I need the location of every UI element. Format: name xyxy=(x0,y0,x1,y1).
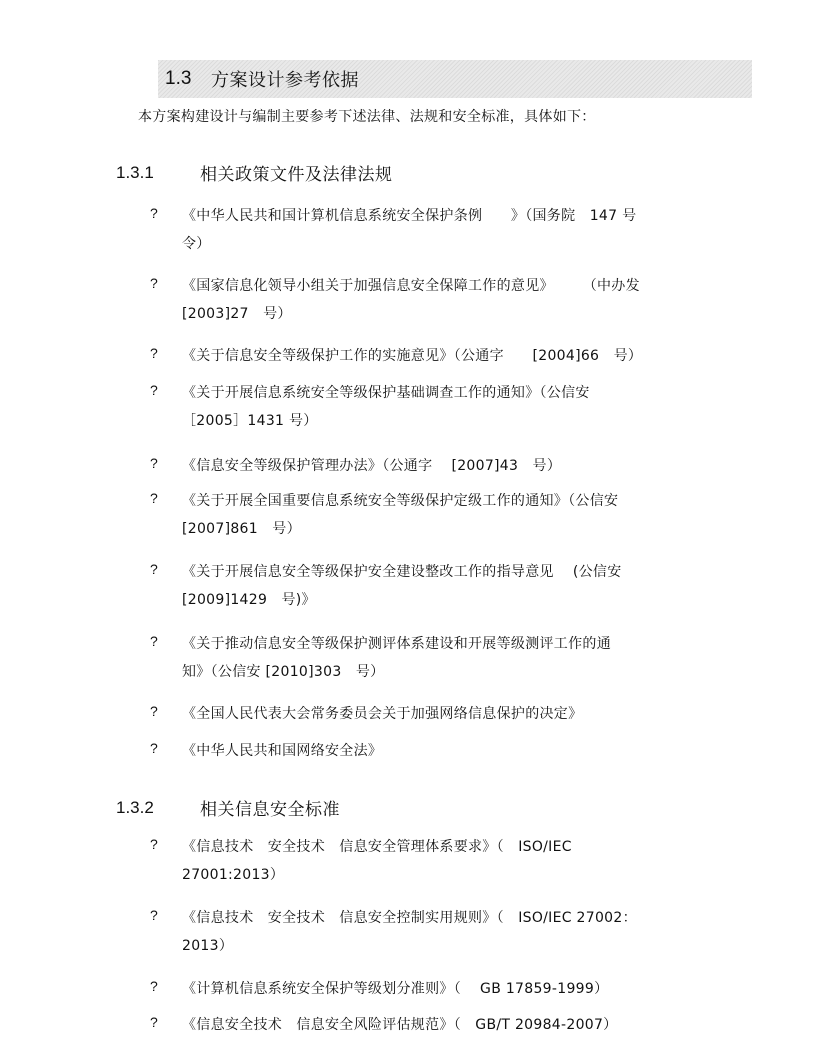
item-text-line: ［2005］1431 号） xyxy=(182,413,318,429)
item-text-line: 《信息技术 安全技术 信息安全管理体系要求》（ ISO/IEC xyxy=(182,839,572,855)
subsection-heading-standards xyxy=(116,795,340,820)
bullet-marker: ? xyxy=(150,490,158,506)
bullet-marker: ? xyxy=(150,345,158,361)
item-text-line: 《全国人民代表大会常务委员会关于加强网络信息保护的决定》 xyxy=(182,706,583,722)
item-text-line: 《中华人民共和国计算机信息系统安全保护条例 》（国务院 147 号 xyxy=(182,208,637,224)
subsection-number: 1.3.2 xyxy=(116,797,154,817)
section-title: 方案设计参考依据 xyxy=(211,70,359,91)
section-number: 1.3 xyxy=(165,68,192,89)
intro-paragraph: 本方案构建设计与编制主要参考下述法律、法规和安全标准，具体如下： xyxy=(138,109,596,125)
item-text-line: 《关于开展信息系统安全等级保护基础调查工作的通知》（公信安 xyxy=(182,385,590,401)
item-text-line: [2003]27 号） xyxy=(182,306,292,322)
section-heading xyxy=(158,60,752,98)
item-text-line: 《中华人民共和国网络安全法》 xyxy=(182,743,383,759)
subsection-heading-policies xyxy=(116,160,393,185)
item-text-line: 《信息安全技术 信息安全风险评估规范》（ GB/T 20984-2007） xyxy=(182,1017,618,1033)
item-text-line: 《关于信息安全等级保护工作的实施意见》（公通字 [2004]66 号） xyxy=(182,348,643,364)
item-text-line: 令） xyxy=(182,236,211,252)
subsection-number: 1.3.1 xyxy=(116,162,154,182)
bullet-marker: ? xyxy=(150,907,158,923)
bullet-marker: ? xyxy=(150,275,158,291)
item-text-line: 《信息安全等级保护管理办法》（公通字 [2007]43 号） xyxy=(182,458,562,474)
item-text-line: 知》（公信安 [2010]303 号） xyxy=(182,664,385,680)
item-text-line: [2007]861 号） xyxy=(182,521,301,537)
bullet-marker: ? xyxy=(150,740,158,756)
subsection-title: 相关政策文件及法律法规 xyxy=(200,165,393,185)
item-text-line: 27001:2013） xyxy=(182,867,285,883)
bullet-marker: ? xyxy=(150,205,158,221)
item-text-line: 《信息技术 安全技术 信息安全控制实用规则》（ ISO/IEC 27002： xyxy=(182,910,637,926)
bullet-marker: ? xyxy=(150,978,158,994)
item-text-line: 《国家信息化领导小组关于加强信息安全保障工作的意见》 （中办发 xyxy=(182,278,640,294)
item-text-line: 《关于开展全国重要信息系统安全等级保护定级工作的通知》（公信安 xyxy=(182,493,619,509)
item-text-line: 2013） xyxy=(182,938,234,954)
bullet-marker: ? xyxy=(150,382,158,398)
bullet-marker: ? xyxy=(150,455,158,471)
item-text-line: 《关于推动信息安全等级保护测评体系建设和开展等级测评工作的通 xyxy=(182,636,611,652)
bullet-marker: ? xyxy=(150,1014,158,1030)
bullet-marker: ? xyxy=(150,633,158,649)
item-text-line: [2009]1429 号)》 xyxy=(182,592,316,608)
bullet-marker: ? xyxy=(150,836,158,852)
subsection-title: 相关信息安全标准 xyxy=(200,800,340,820)
item-text-line: 《计算机信息系统安全保护等级划分准则》（ GB 17859-1999） xyxy=(182,981,609,997)
item-text-line: 《关于开展信息安全等级保护安全建设整改工作的指导意见 (公信安 xyxy=(182,564,622,580)
bullet-marker: ? xyxy=(150,703,158,719)
bullet-marker: ? xyxy=(150,561,158,577)
